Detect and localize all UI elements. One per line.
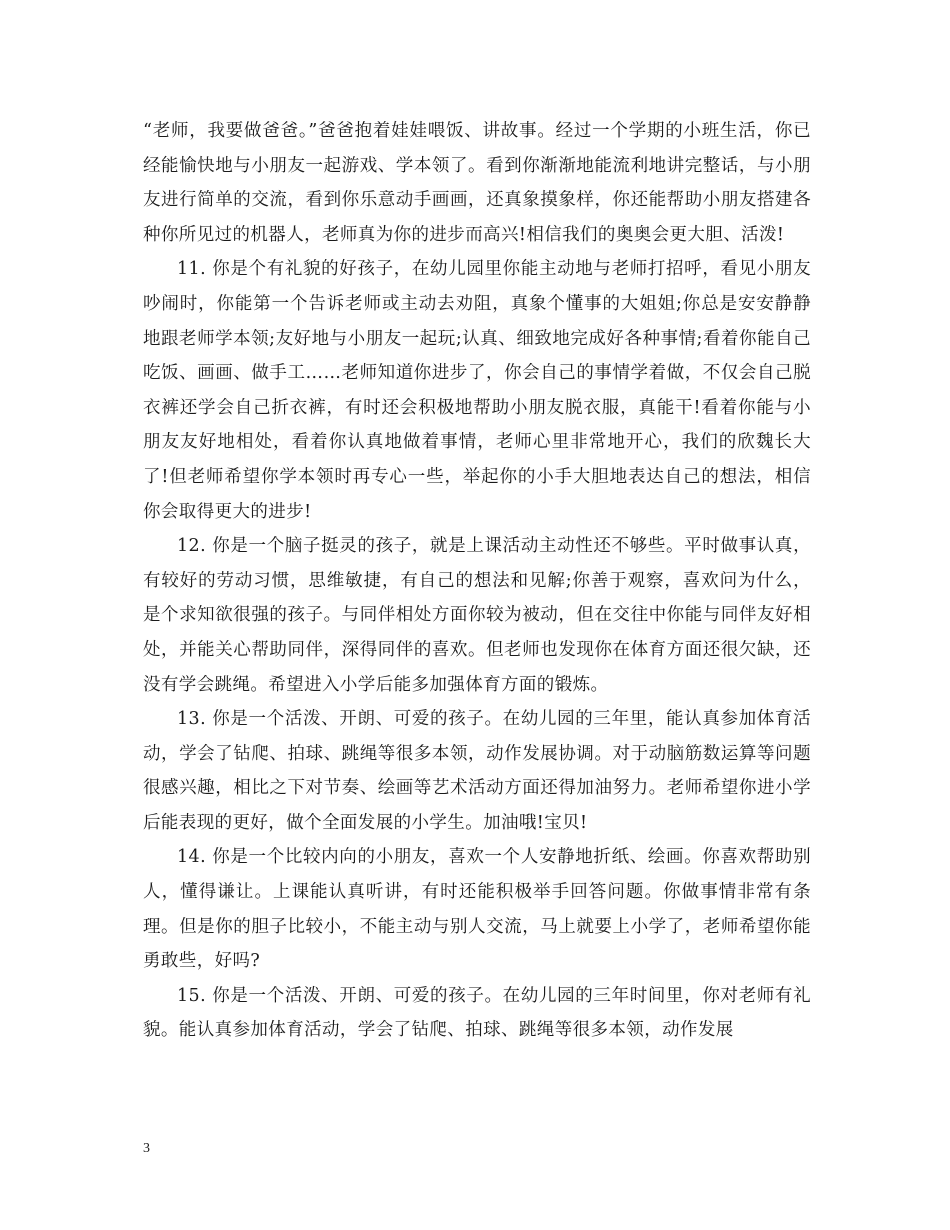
paragraph-item-12: 12. 你是一个脑子挺灵的孩子，就是上课活动主动性还不够些。平时做事认真，有较好的劳动习惯，思维敏捷，有自己的想法和见解;你善于观察，喜欢问为什么，是个求知欲很强的孩子。与同伴相处方面你较为被动，但在交往中你能与同伴友好相处，并能关心帮助同伴，深得同伴的喜欢。但老师也发现你在体育方面还很欠缺，还没有学会跳绳。希望进入小学后能多加强体育方面的锻炼。	[143, 536, 811, 695]
page-number: 3	[143, 1141, 150, 1156]
paragraph-item-15: 15. 你是一个活泼、开朗、可爱的孩子。在幼儿园的三年时间里，你对老师有礼貌。能认真参加体育活动，学会了钻爬、拍球、跳绳等很多本领，动作发展	[143, 985, 811, 1041]
paragraph-item-11: 11. 你是个有礼貌的好孩子，在幼儿园里你能主动地与老师打招呼，看见小朋友吵闹时，你能第一个告诉老师或主动去劝阻，真象个懂事的大姐姐;你总是安安静静地跟老师学本领;友好地与小朋友一起玩;认真、细致地完成好各种事情;看着你能自己吃饭、画画、做手工……老师知道你进步了，你会自己的事情学着做，不仅会自己脱衣裤还学会自己折衣裤，有时还会积极地帮助小朋友脱衣服，真能干!看着你能与小朋友友好地相处，看着你认真地做着事情，老师心里非常地开心，我们的欣魏长大了!但老师希望你学本领时再专心一些，举起你的小手大胆地表达自己的想法，相信你会取得更大的进步!	[143, 259, 811, 522]
paragraph-item-13: 13. 你是一个活泼、开朗、可爱的孩子。在幼儿园的三年里，能认真参加体育活动，学会了钻爬、拍球、跳绳等很多本领，动作发展协调。对于动脑筋数运算等问题很感兴趣，相比之下对节奏、绘画等艺术活动方面还得加油努力。老师希望你进小学后能表现的更好，做个全面发展的小学生。加油哦!宝贝!	[143, 709, 811, 833]
document-body	[143, 114, 811, 1048]
paragraph-continuation: “老师，我要做爸爸。”爸爸抱着娃娃喂饭、讲故事。经过一个学期的小班生活，你已经能愉快地与小朋友一起游戏、学本领了。看到你渐渐地能流利地讲完整话，与小朋友进行简单的交流，看到你乐意动手画画，还真象摸象样，你还能帮助小朋友搭建各种你所见过的机器人，老师真为你的进步而高兴!相信我们的奥奥会更大胆、活泼!	[143, 121, 811, 245]
paragraph-item-14: 14. 你是一个比较内向的小朋友，喜欢一个人安静地折纸、绘画。你喜欢帮助别人，懂得谦让。上课能认真听讲，有时还能积极举手回答问题。你做事情非常有条理。但是你的胆子比较小，不能主动与别人交流，马上就要上小学了，老师希望你能勇敢些，好吗?	[143, 847, 811, 972]
